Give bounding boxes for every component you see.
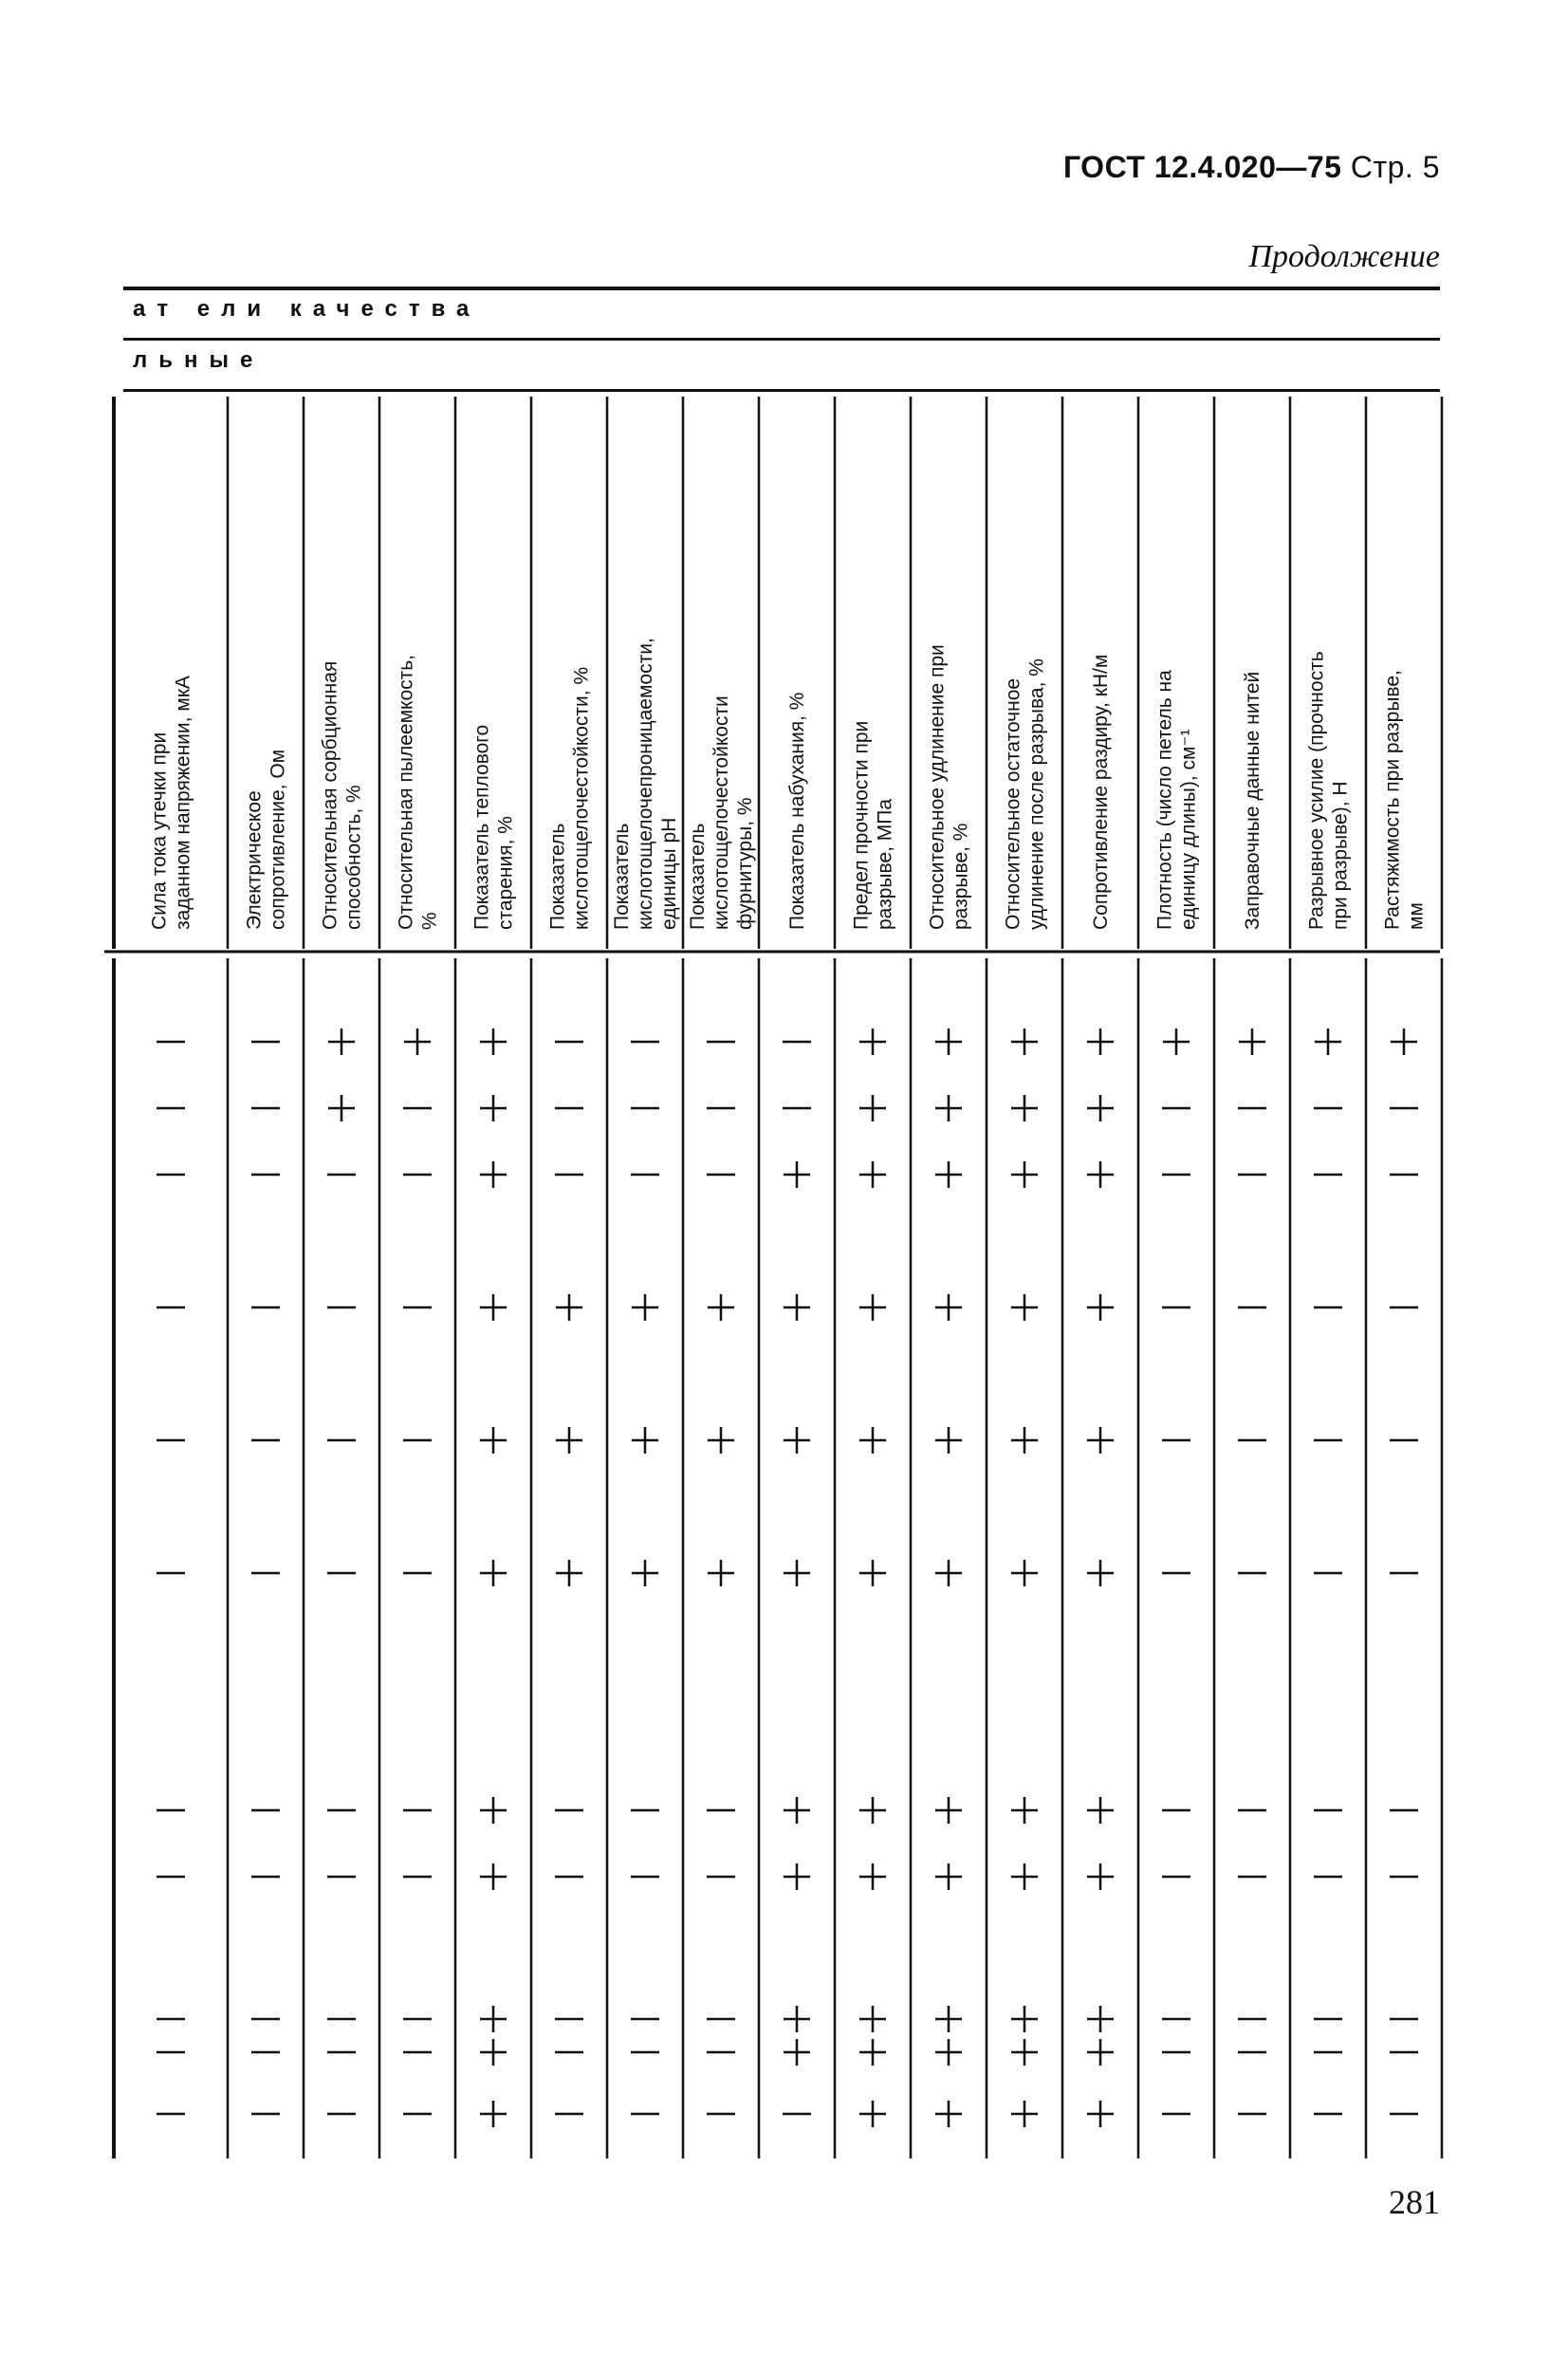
page-label: Стр. 5 [1350,150,1440,184]
column-header-text: Растяжимость при разрыве,мм [1381,670,1428,930]
column-header-text: Сопротивление раздиру, кН/м [1090,654,1112,930]
group-heading: ат ели качества [133,296,481,322]
column-header [320,661,365,930]
column-header [547,667,593,930]
column-header [786,693,808,930]
column-header-text: Показателькислотощелочестойкости, % [546,666,593,930]
column-header-text: Плотность (число петель наединицу длины), см⁻¹ [1153,670,1200,930]
column-header [244,750,289,930]
column-header-text: Показатель набухания, % [786,692,808,930]
column-header-text: Относительная сорбционнаяспособность, % [319,660,365,930]
column-header [1154,670,1200,930]
column-header-text: Относительная пылеемкость,% [395,654,441,930]
column-header [1306,651,1352,930]
column-header [1242,672,1264,930]
column-header [927,644,972,930]
column-header [611,638,680,930]
column-header-text: Предел прочности приразрыве, МПа [850,720,896,930]
column-header-text: Показателькислотощелочестойкостифурнитуры, % [687,695,756,930]
column-header [149,676,194,930]
column-header-text: Электрическоесопротивление, Ом [243,749,289,930]
column-header [1090,655,1112,930]
column-header [687,695,756,930]
column-header [396,655,441,930]
page-number: 281 [1389,2183,1440,2221]
column-header-text: Разрывное усилие (прочностьпри разрыве), Н [1305,651,1352,930]
column-header-text: Сила тока утечки призаданном напряжении, мкА [148,676,194,930]
column-header [851,721,896,930]
standard-number: ГОСТ 12.4.020—75 [1062,150,1342,184]
column-header-text: Относительное удлинение приразрыве, % [926,644,972,930]
column-header [1003,658,1048,930]
column-header-text: Относительное остаточноеудлинение после разрыва, % [1002,658,1048,930]
column-header [1382,670,1428,930]
column-header-text: Показатель тепловогостарения, % [470,724,517,930]
column-header [471,725,517,930]
continuation-label: Продолжение [1248,239,1440,274]
column-header-text: Заправочные данные нитей [1242,671,1264,930]
column-header-text: Показателькислотощелочепроницаемости,единицы pH [611,638,680,930]
sub-heading: льные [133,347,265,373]
